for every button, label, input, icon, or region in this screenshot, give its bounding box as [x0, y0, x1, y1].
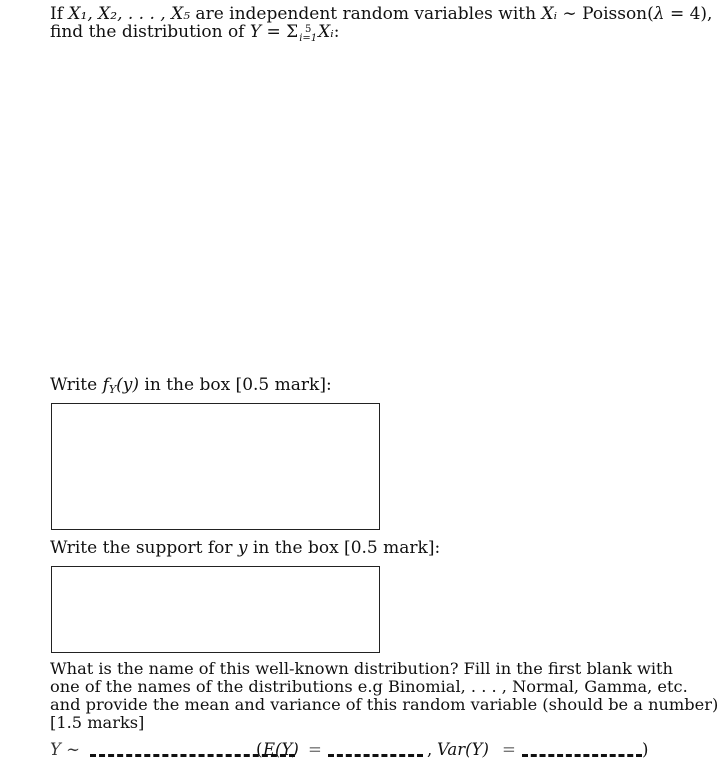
part-b-prompt	[50, 538, 440, 558]
variance-label: Var(Y)	[437, 740, 489, 759]
part-c-line-1: What is the name of this well-known distribution? Fill in the first blank with	[50, 659, 673, 678]
lambda-symbol: λ	[653, 4, 665, 24]
answer-row	[50, 740, 650, 762]
mean-blank[interactable]	[328, 740, 423, 757]
part-a-prefix: Write	[50, 375, 103, 395]
xi-symbol: Xᵢ	[541, 4, 558, 24]
mean-equals: =	[308, 740, 322, 759]
variance-blank[interactable]	[522, 740, 642, 757]
sum-term: Xᵢ	[318, 22, 334, 42]
tilde-symbol: ∼	[562, 4, 577, 24]
pdf-argument: (y)	[116, 375, 140, 395]
variance-equals: =	[502, 740, 516, 759]
lambda-value: = 4),	[664, 4, 713, 24]
part-a-prompt	[50, 375, 332, 400]
colon: :	[333, 22, 340, 42]
part-c-line-3: and provide the mean and variance of this random variable (should be a number)	[50, 695, 718, 714]
pdf-function: f	[102, 375, 109, 395]
part-c-line-2: one of the names of the distributions e.g Binomial, . . . , Normal, Gamma, etc.	[50, 677, 688, 696]
poisson-word: Poisson(	[582, 4, 654, 24]
pdf-subscript: Y	[108, 383, 117, 396]
sigma-symbol: Σ	[286, 22, 299, 42]
variable-list: X₁, X₂, . . . , X₅	[68, 4, 191, 24]
equals-sign: =	[261, 22, 287, 42]
mean-label: E(Y)	[263, 740, 299, 759]
comma: ,	[427, 740, 433, 759]
close-paren: )	[642, 740, 649, 759]
find-text: find the distribution of	[50, 22, 250, 42]
y-distributed-label: Y ∼	[50, 740, 80, 759]
part-c-line-4: [1.5 marks]	[50, 713, 145, 732]
support-variable: y	[237, 538, 248, 558]
sum-lower: i=1	[299, 33, 318, 44]
part-a-suffix: in the box [0.5 mark]:	[139, 375, 332, 395]
pdf-answer-box[interactable]	[51, 403, 380, 530]
open-paren: (	[256, 740, 263, 759]
sum-limits	[299, 25, 317, 43]
question-mid-text: are independent random variables with	[190, 4, 542, 24]
question-line-2	[50, 22, 339, 43]
part-b-prefix: Write the support for	[50, 538, 238, 558]
question-line-1	[50, 4, 712, 24]
if-word: If	[50, 4, 64, 24]
sum-upper: 5	[304, 24, 312, 35]
y-symbol: Y	[249, 22, 262, 42]
support-answer-box[interactable]	[51, 566, 380, 653]
part-b-suffix: in the box [0.5 mark]:	[247, 538, 441, 558]
